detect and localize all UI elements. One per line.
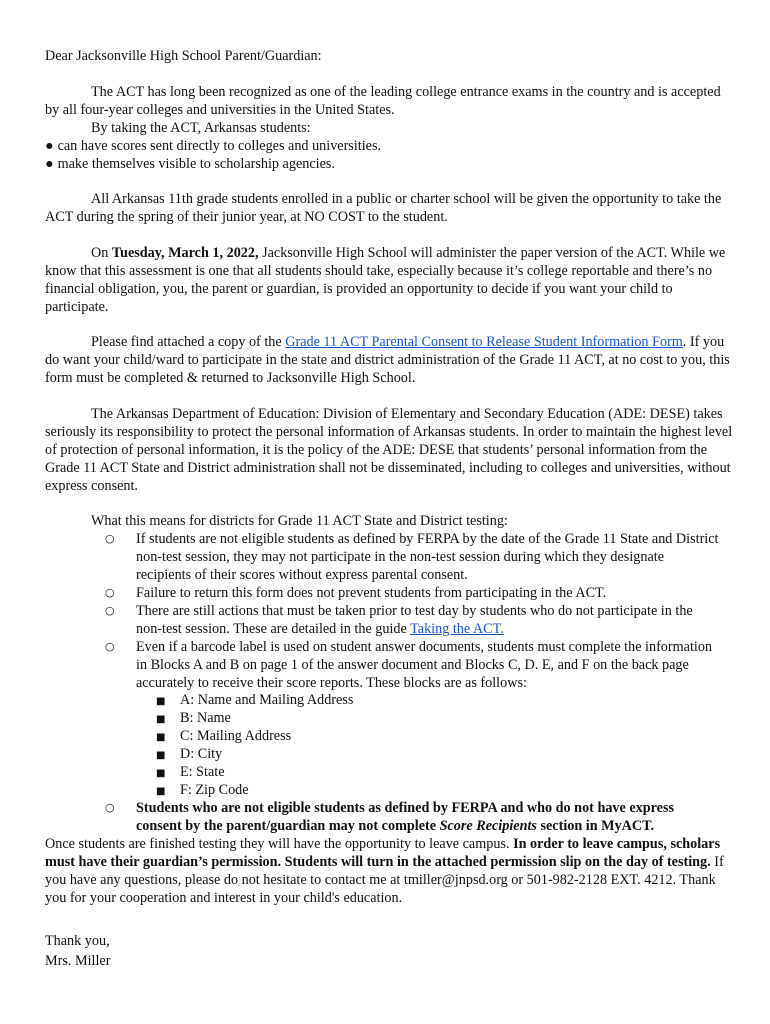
bullet-item: ● make themselves visible to scholarship agencies. — [45, 156, 335, 172]
circle-bullet-icon: ○ — [105, 532, 115, 545]
bullet-icon: ● — [45, 138, 54, 154]
paragraph-leave-campus: Once students are finished testing they will have the opportunity to leave campus. In order to leave campus, scholars must have their guardian’s permission. Students will turn in the attached permission slip on the day of testing. If you have any questions, please do not hesitate to contact me at tmiller@jnpsd.org or 501-982-2128 EXT. 4212. Thank you for your cooperation and interest in your child's education. — [45, 836, 724, 906]
list-item: ○ If students are not eligible students as defined by FERPA by the date of the Grade 11 State and District non-test session, they may not participate in the non-test session during which they designate recipients of their scores without express parental consent. — [105, 531, 719, 583]
block-item: ■ B: Name — [156, 709, 231, 729]
block-item: ■ D: City — [156, 745, 222, 765]
paragraph-privacy: The Arkansas Department of Education: Division of Elementary and Secondary Education (ADE: DESE) takes seriously its responsibility to protect the personal information of Arkansas students. In order to maintain the highest level of protection of personal information, it is the policy of the ADE: DESE that students’ personal information from the Grade 11 ACT State and District administration shall not be disseminated, including to colleges and universities, without express consent. — [45, 406, 733, 494]
circle-bullet-icon: ○ — [105, 604, 115, 617]
list-item: ○ Students who are not eligible students as defined by FERPA and who do not have express consent by the parent/guardian may not complete Score Recipients section in MyACT. — [105, 800, 675, 834]
square-bullet-icon: ■ — [156, 786, 166, 797]
paragraph-no-cost: All Arkansas 11th grade students enrolled in a public or charter school will be given the opportunity to take the ACT during the spring of their junior year, at NO COST to the student. — [45, 191, 722, 225]
paragraph-district-testing: What this means for districts for Grade 11 ACT State and District testing: — [91, 513, 508, 529]
square-bullet-icon: ■ — [156, 768, 166, 779]
square-bullet-icon: ■ — [156, 714, 166, 725]
closing: Thank you, — [45, 933, 110, 949]
list-item: ○ Even if a barcode label is used on student answer documents, students must complete the information in Blocks A and B on page 1 of the answer document and Blocks C, D. E, and F on the back page accurately to receive their score reports. These blocks are as follows: — [105, 639, 713, 691]
circle-bullet-icon: ○ — [105, 801, 115, 814]
block-item: ■ C: Mailing Address — [156, 727, 291, 747]
paragraph-consent-form: Please find attached a copy of the Grade 11 ACT Parental Consent to Release Student Information Form. If you do want your child/ward to participate in the state and district administration of the Grade 11 ACT, at no cost to you, this form must be completed & returned to Jacksonville High School. — [45, 334, 730, 386]
test-date: Tuesday, March 1, 2022, — [111, 245, 259, 261]
list-item: ○ There are still actions that must be taken prior to test day by students who do not participate in the non-test session. These are detailed in the guide Taking the ACT. — [105, 603, 693, 637]
taking-the-act-link[interactable]: Taking the ACT. — [410, 621, 504, 637]
greeting: Dear Jacksonville High School Parent/Guardian: — [45, 48, 322, 64]
square-bullet-icon: ■ — [156, 732, 166, 743]
block-item: ■ E: State — [156, 763, 225, 783]
square-bullet-icon: ■ — [156, 696, 166, 707]
paragraph-taking-act: By taking the ACT, Arkansas students: — [91, 120, 311, 136]
paragraph-test-date: On Tuesday, March 1, 2022, Jacksonville High School will administer the paper version of the ACT. While we know that this assessment is one that all students should take, especially because it’s college reportable and there’s no financial obligation, you, the parent or guardian, is provided an opportunity to decide if you want your child to participate. — [45, 245, 726, 315]
circle-bullet-icon: ○ — [105, 640, 115, 653]
paragraph-act-intro: The ACT has long been recognized as one of the leading college entrance exams in the country and is accepted by all four-year colleges and universities in the United States. — [45, 84, 721, 118]
consent-form-link[interactable]: Grade 11 ACT Parental Consent to Release Student Information Form — [285, 334, 683, 350]
square-bullet-icon: ■ — [156, 750, 166, 761]
circle-bullet-icon: ○ — [105, 586, 115, 599]
block-item: ■ A: Name and Mailing Address — [156, 691, 353, 711]
bullet-item: ● can have scores sent directly to colleges and universities. — [45, 138, 382, 154]
block-item: ■ F: Zip Code — [156, 781, 249, 801]
bullet-icon: ● — [45, 156, 54, 172]
signature: Mrs. Miller — [45, 953, 111, 969]
list-item: ○ Failure to return this form does not prevent students from participating in the ACT. — [105, 585, 607, 601]
